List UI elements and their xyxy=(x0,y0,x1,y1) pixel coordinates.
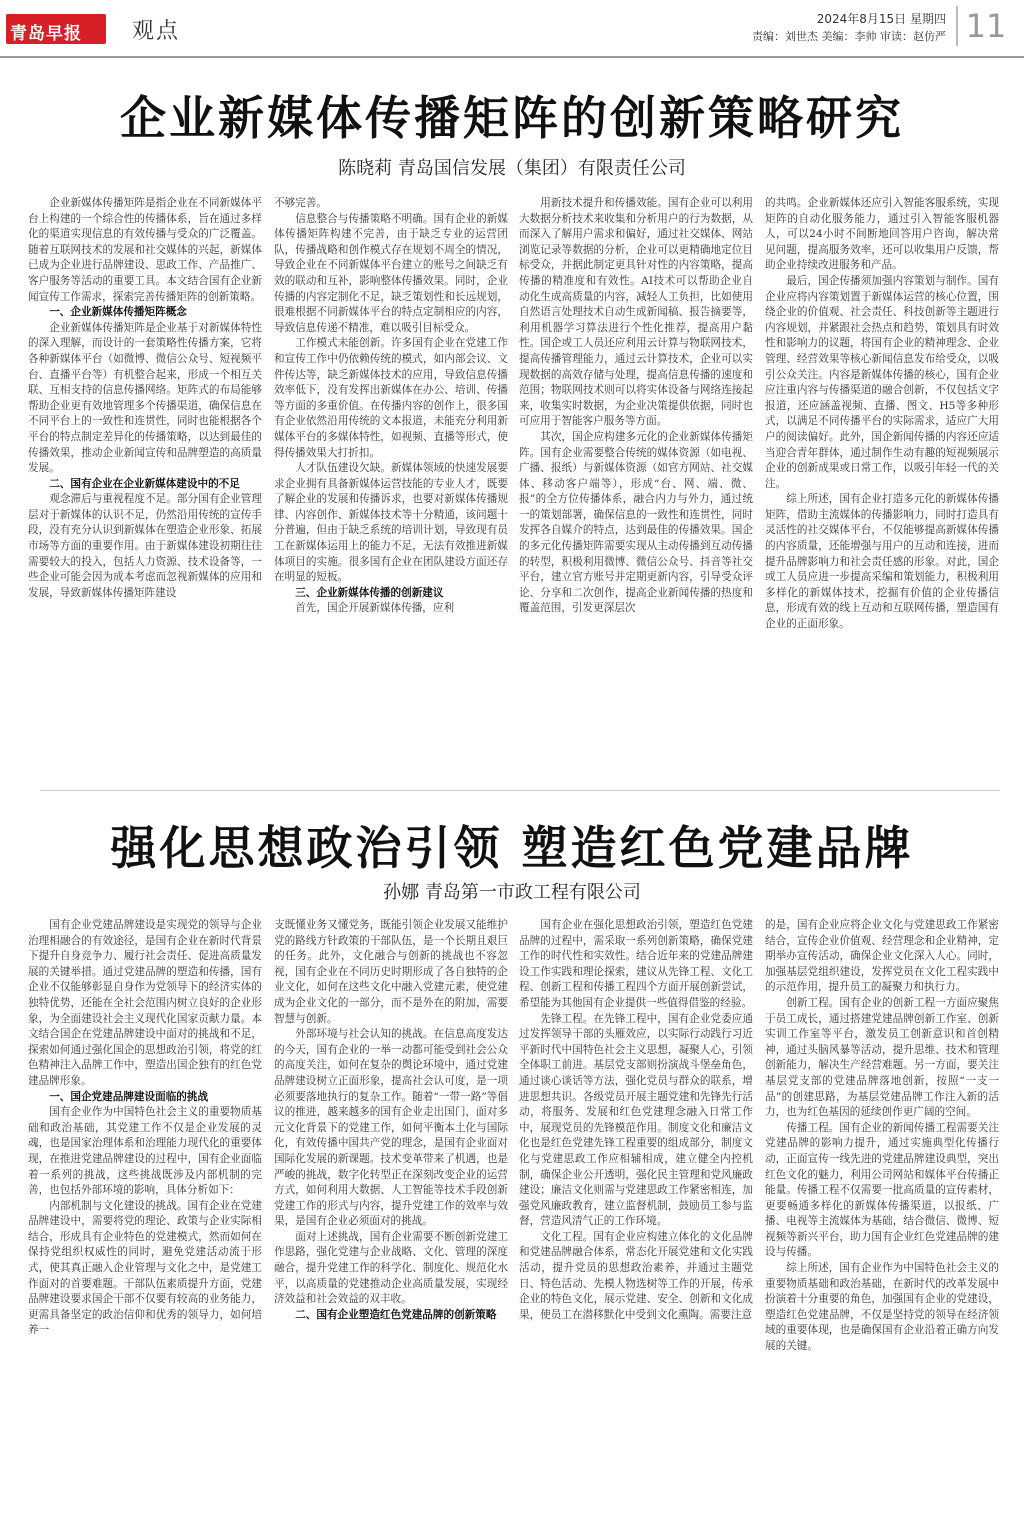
section-heading: 二、国有企业塑造红色党建品牌的创新策略 xyxy=(295,1308,497,1321)
body-paragraph: 其次，国企应构建多元化的企业新媒体传播矩阵。国有企业需要整合传统的媒体资源（如电视、广播、报纸）与新媒体资源（如官方网站、社交媒体、移动客户端等），形成“台、网、端、微、报”的全方位传播体系，融合内力与外力，通过统一的策划部署，确保信息的一致性和连贯性，同时发挥各自媒介的特点，达到最佳的传播效果。国企的多元化传播矩阵需要实现从主动传播到互动传播的转型，积极利用微博、微信公众号、抖音等社交平台，建立官方账号并定期更新内容，引导受众评论、分享和二次创作，提高企业新闻传播的热度和覆盖范围，引发更深层次 xyxy=(519,430,753,615)
body-paragraph: 的共鸣。企业新媒体还应引入智能客服系统，实现矩阵的自动化服务能力，通过引入智能客服机器人，可以24小时不间断地回答用户咨询，解决常见问题，提高服务效率，还可以收集用户反馈，帮助企业持续改进服务和产品。 xyxy=(765,197,999,272)
body-paragraph: 外部环境与社会认知的挑战。在信息高度发达的今天，国有企业的一举一动都可能受到社会公众的高度关注，如何在复杂的舆论环境中，通过党建品牌建设树立正面形象，提高社会认可度，是一项必须要落地执行的复杂工作。随着“一带一路”等倡议的推进，越来越多的国有企业走出国门，面对多元文化背景下的党建工作，如何平衡本土化与国际化，有效传播中国共产党的理念，是国有企业面对国际化发展的新课题。技术变革带来了机遇，也是严峻的挑战，数字化转型正在深刻改变企业的运营方式，如何利用大数据、人工智能等技术手段创新党建工作的形式与内容，提升党建工作的效率与效果，是国有企业必须面对的挑战。 xyxy=(274,1028,508,1228)
issue-date: 2024年8月15日 星期四 xyxy=(816,12,946,26)
body-paragraph: 创新工程。国有企业的创新工程一方面应聚焦于员工成长，通过搭建党建品牌创新工作室、创新实训工作室等平台，激发员工创新意识和首创精神，通过头脑风暴等活动，提升思维、技术和管理创新能力，解决生产经营难题。另一方面，要关注基层党支部的党建品牌落地创新，按照“一支一品”的创建思路，为基层党建品牌工作注入新的活力，也为红色基因的延续创作更广阔的空间。 xyxy=(765,996,999,1119)
body-paragraph: 企业新媒体传播矩阵是企业基于对新媒体特性的深入理解，而设计的一套策略性传播方案，它将各种新媒体平台（如微博、微信公众号、短视频平台、直播平台等）有机整合起来，形成一个相互关联、互相支持的信息传播网络。矩阵式的布局能够帮助企业更有效地管理多个传播渠道，确保信息在不同平台上的一致性和连贯性，同时也能根据各个平台的特点制定差异化的传播策略，以达到最佳的传播效果，推动企业新闻宣传和品牌塑造的高质量发展。 xyxy=(28,321,262,475)
article1-title: 企业新媒体传播矩阵的创新策略研究 xyxy=(120,91,904,145)
body-paragraph: 信息整合与传播策略不明确。国有企业的新媒体传播矩阵构建不完善，由于缺乏专业的运营团队，传播战略和创作模式存在规划不周全的情况，导致企业在不同新媒体平台建立的账号之间缺乏有效的联动和互补，影响整体传播效果。同时，企业传播的内容定制化不足，缺乏策划性和长远规划，很难根据不同新媒体平台的特点定制相应的内容，导致信息传递不精准，难以吸引目标受众。 xyxy=(274,212,508,334)
article1-column-1 xyxy=(28,196,262,762)
article2-title: 强化思想政治引领 塑造红色党建品牌 xyxy=(110,821,914,875)
body-paragraph: 观念滞后与重视程度不足。部分国有企业管理层对于新媒体的认识不足，仍然沿用传统的宣传手段，没有充分认识到新媒体在塑造企业形象、拓展市场等方面的重要作用。由于新媒体建设初期往往需要较大的投入，包括人力资源、技术设备等，一些企业可能会因为成本考虑而忽视新媒体的应用和发展，导致新媒体传播矩阵建设 xyxy=(28,493,262,599)
body-paragraph: 支既懂业务又懂党务，既能引领企业发展又能维护党的路线方针政策的干部队伍，是一个长期且艰巨的任务。此外，文化融合与创新的挑战也不容忽视，国有企业在不同历史时期形成了各自独特的企业文化，如何在这些文化中融入党建元素，使党建成为企业文化的一部分，而不是外在的附加，需要智慧与创新。 xyxy=(274,919,508,1025)
section-name: 观点 xyxy=(132,19,181,44)
article1-byline: 陈晓莉 青岛国信发展（集团）有限责任公司 xyxy=(338,158,686,179)
body-paragraph: 国有企业党建品牌建设是实现党的领导与企业治理相融合的有效途径，是国有企业在新时代背景下提升自身竞争力、履行社会责任、促进高质量发展的关键举措。通过党建品牌的塑造和传播，国有企业不仅能够彰显自身作为党领导下的经济实体的独特优势，还能在全社会范围内树立良好的企业形象，为全面建设社会主义现代化国家贡献力量。本文结合国企在党建品牌建设中面对的挑战和不足，探索如何通过强化国企的思想政治引领，将党的红色精神注入品牌工作中，塑造出国企独有的红色党建品牌形象。 xyxy=(28,919,262,1087)
body-paragraph: 最后，国企传播须加强内容策划与制作。国有企业应将内容策划置于新媒体运营的核心位置，围绕企业的价值观、社会责任、科技创新等主题进行内容规划，并紧跟社会热点和趋势，策划具有时效性和影响力的议题，将国有企业的精神理念、企业管理、经营效果等核心新闻信息发布给受众，以吸引公众关注。内容是新媒体传播的核心，国有企业应注重内容与传播渠道的融合创新，不仅包括文字报道，还应涵盖视频、直播、图文、H5等多种形式，以满足不同传播平台的实际需求，适应广大用户的阅读偏好。此外，国企新闻传播的内容还应适当迎合青年群体，通过制作生动有趣的短视频展示企业的创新成果或日常工作，以吸引年轻一代的关注。 xyxy=(765,274,999,490)
body-paragraph: 企业新媒体传播矩阵是指企业在不同新媒体平台上构建的一个综合性的传播体系，旨在通过多样化的渠道实现信息的有效传播与受众的广泛覆盖。随着互联网技术的发展和社交媒体的兴起，新媒体已成为企业进行品牌建设、思政工作、产品推广、客户服务等活动的重要工具。本文结合国有企业新闻宣传工作需求，探索完善传播矩阵的创新策略。 xyxy=(28,197,262,303)
body-paragraph: 综上所述，国有企业打造多元化的新媒体传播矩阵，借助主流媒体的传播影响力，同时打造具有灵活性的社交媒体平台，不仅能够提高新媒体传播的内容质量，还能增强与用户的互动和连接，进而提升品牌影响力和社会责任感的形象。对此，国企或工人员应进一步提高采编和策划能力，积极利用多样化的新媒体技术，挖掘有价值的企业传播信息，形成有效的线上互动和互联网传播，塑造国有企业的正面形象。 xyxy=(765,493,999,631)
article1-column-2 xyxy=(274,196,508,762)
section-heading: 三、企业新媒体传播的创新建议 xyxy=(295,586,444,599)
logo-text: 青岛早报 xyxy=(10,24,82,44)
body-paragraph: 内部机制与文化建设的挑战。国有企业在党建品牌建设中，需要将党的理论、政策与企业实际相结合，形成具有企业特色的党建模式，然而如何在保持党组织权威性的同时，避免党建活动流于形式，使其真正融入企业管理与文化之中，是党建工作面对的首要难题。干部队伍素质提升方面，党建品牌建设要求国企干部不仅要有较高的业务能力，更需具备坚定的政治信仰和优秀的领导力，如何培养一 xyxy=(28,1199,262,1337)
article2-column-3 xyxy=(519,918,753,1502)
article2-column-4 xyxy=(765,918,999,1502)
body-paragraph: 传播工程。国有企业的新闻传播工程需要关注党建品牌的影响力提升，通过实施典型化传播行动，正面宣传一线先进的党建品牌建设典型，突出红色文化的魅力，利用公司网站和媒体平台传播正能量。传播工程不仅需要一批高质量的宣传素材，更要畅通多样化的新媒体传播渠道，以报纸、广播、电视等主流媒体为基础，结合微信、微博、短视频等新兴平台，助力国有企业红色党建品牌的建设与传播。 xyxy=(765,1121,999,1259)
body-paragraph: 首先，国企开展新媒体传播，应利 xyxy=(295,602,455,615)
body-paragraph: 文化工程。国有企业应构建立体化的文化品牌和党建品牌融合体系，常态化开展党建和文化实践活动，提升党员的思想政治素养，并通过主题党日、特色活动、先模人物选树等工作的开展，传承企业的特色文化，展示党建、安全、创新和文化成果，使员工在潜移默化中受到文化熏陶。需要注意 xyxy=(519,1230,753,1321)
section-heading: 二、国有企业在企业新媒体建设中的不足 xyxy=(49,477,240,490)
article1-column-4 xyxy=(765,196,999,762)
section-heading: 一、企业新媒体传播矩阵概念 xyxy=(49,306,187,319)
body-paragraph: 用新技术提升和传播效能。国有企业可以利用大数据分析技术来收集和分析用户的行为数据，从而深入了解用户需求和偏好，通过社交媒体、网站浏览记录等数据的分析，企业可以更精确地定位目标受众，并据此制定更具针对性的内容策略，提高传播的精准度和有效性。AI技术可以帮助企业自动化生成高质量的内容，减轻人工负担，比如使用自然语言处理技术自动生成新闻稿、报告摘要等，利用机器学习算法进行个性化推荐，提高用户黏性。国企或工人员还应利用云计算与物联网技术，提高传播管理能力，通过云计算技术，企业可以实现数据的高效存储与处理，提高信息传播的速度和范围；物联网技术则可以将实体设备与网络连接起来，收集实时数据，为企业决策提供依据，同时也可应用于智能客户服务等方面。 xyxy=(519,197,753,428)
masthead-rule xyxy=(0,56,1024,58)
article1-column-3 xyxy=(519,196,753,762)
body-paragraph: 人才队伍建设欠缺。新媒体领域的快速发展要求企业拥有具备新媒体运营技能的专业人才，既要了解企业的发展和传播诉求，也要对新媒体传播规律、内容创作、新媒体技术等十分精通，该问题十分普遍，但由于缺乏系统的培训计划，导致现有员工在新媒体运用上的能力不足，无法有效推进新媒体项目的实施。很多国有企业在团队建设方面还存在明显的短板。 xyxy=(274,462,508,584)
body-paragraph: 先锋工程。在先锋工程中，国有企业党委应通过发挥领导干部的头雁效应，以实际行动践行习近平新时代中国特色社会主义思想，凝聚人心，引领全体职工前进。基层党支部则扮演战斗堡垒角色，通过谈心谈话等方法，强化党员与群众的联系，增进思想共识。各级党员开展主题党建和先锋先行活动，将服务、发展和红色党建理念融入日常工作中，展现党员的先锋模范作用。制度文化和廉洁文化也是红色党建先锋工程重要的组成部分，制度文化与党建思政工作应相辅相成，建立健全内控机制，确保企业公开透明，强化民主管理和党风廉政建设；廉洁文化则需与党建思政工作紧密相连，加强党风廉政教育，建立监督机制，鼓励员工参与监督，营造风清气正的工作环境。 xyxy=(519,1012,753,1228)
newspaper-logo[interactable] xyxy=(6,14,106,44)
body-paragraph: 工作模式未能创新。许多国有企业在党建工作和宣传工作中仍依赖传统的模式，如内部会议、文件传达等，缺乏新媒体技术的应用，导致信息传播效率低下，没有发挥出新媒体在办公、培训、传播等方面的多重价值。在传播内容的创作上，很多国有企业依然沿用传统的文本报道，未能充分利用新媒体平台的多媒体特性，如视频、直播等形式，使得传播效果大打折扣。 xyxy=(274,337,508,459)
body-paragraph: 国有企业在强化思想政治引领，塑造红色党建品牌的过程中，需采取一系列创新策略，确保党建工作的时代性和实效性。结合近年来的党建品牌建设工作实践和理论探索，建议从先锋工程、文化工程、创新工程和传播工程四个方面开展创新尝试，希望能为其他国有企业提供一些值得借鉴的经验。 xyxy=(519,919,753,1009)
page-number: 11 xyxy=(956,6,1014,46)
body-paragraph: 综上所述，国有企业作为中国特色社会主义的重要物质基础和政治基础，在新时代的改革发展中扮演着十分重要的角色，加强国有企业的党建设，塑造红色党建品牌，不仅是坚持党的领导在经济领域的重要体现，也是确保国有企业沿着正确方向发展的关键。 xyxy=(765,1262,999,1353)
article-divider xyxy=(40,790,1000,791)
body-paragraph: 的是，国有企业应将企业文化与党建思政工作紧密结合，宣传企业价值观、经营理念和企业精神，定期举办宣传活动，确保企业文化深入人心。同时，加强基层党组织建设，发挥党员在文化工程实践中的示范作用，提升员工的凝聚力和执行力。 xyxy=(765,919,999,994)
editors-credit: 责编：刘世杰 美编：李帅 审读：赵仿严 xyxy=(752,30,946,43)
body-paragraph: 国有企业作为中国特色社会主义的重要物质基础和政治基础，其党建工作不仅是企业发展的灵魂，也是国家治理体系和治理能力现代化的重要体现，在推进党建品牌建设的过程中，国有企业面临着一系列的挑战，这些挑战既涉及内部机制的完善，也包括外部环境的影响，具体分析如下： xyxy=(28,1106,262,1197)
article2-column-2 xyxy=(274,918,508,1502)
body-paragraph: 面对上述挑战，国有企业需要不断创新党建工作思路，强化党建与企业战略、文化、管理的深度融合，提升党建工作的科学化、制度化、规范化水平，以高质量的党建推动企业高质量发展，实现经济效益和社会效益的双丰收。 xyxy=(274,1230,508,1306)
body-paragraph: 不够完善。 xyxy=(274,197,327,209)
section-heading: 一、国企党建品牌建设面临的挑战 xyxy=(49,1090,209,1103)
masthead xyxy=(0,0,1024,56)
article2-byline: 孙娜 青岛第一市政工程有限公司 xyxy=(383,882,641,903)
article2-column-1 xyxy=(28,918,262,1502)
